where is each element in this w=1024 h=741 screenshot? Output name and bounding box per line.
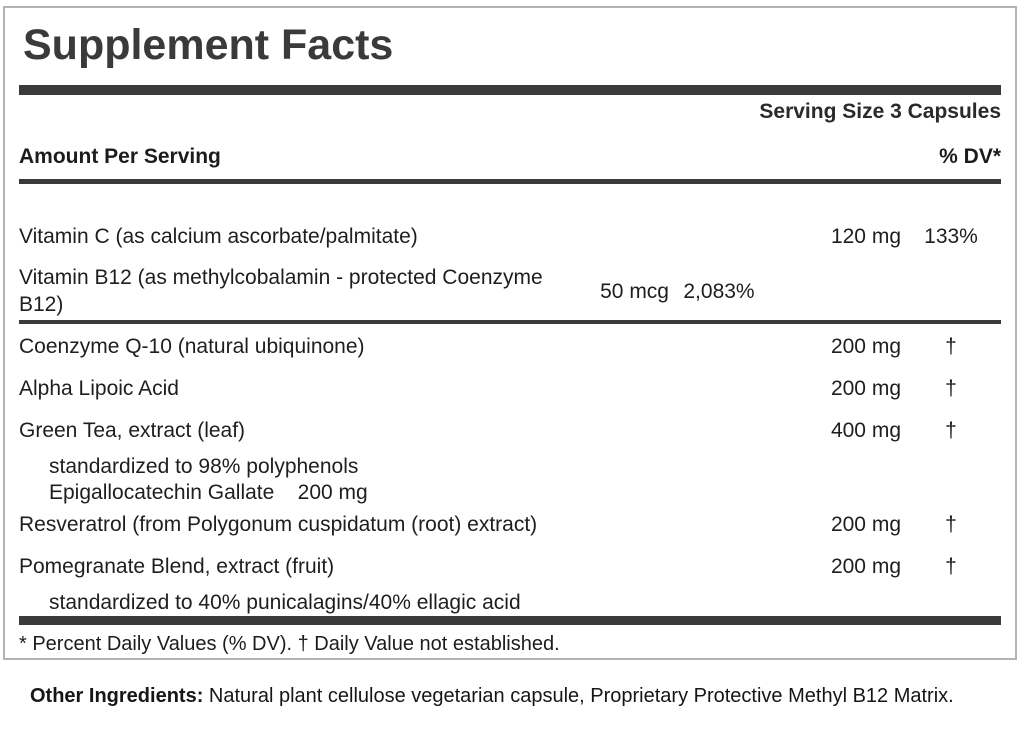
ingredient-dv: 2,083% [683, 279, 755, 303]
ingredient-amount: 200 mg [830, 335, 901, 358]
table-header-row [19, 144, 1001, 169]
table-row-resveratrol [19, 510, 1001, 540]
ingredient-subitem: standardized to 40% punicalagins/40% ellagic acid [49, 591, 521, 614]
other-ingredients-text: Natural plant cellulose vegetarian capsule, Proprietary Protective Methyl B12 Matrix. [208, 685, 954, 707]
table-row-pomegranate [19, 552, 1001, 582]
ingredient-name: Green Tea, extract (leaf) [19, 419, 246, 442]
ingredient-amount: 120 mg [830, 225, 901, 248]
ingredient-dv: † [945, 419, 957, 442]
ingredient-amount: 200 mg [830, 377, 901, 400]
amount-per-serving-header: Amount Per Serving [19, 145, 221, 168]
ingredient-dv: † [945, 555, 957, 578]
section-divider [19, 320, 1001, 324]
ingredient-name: Alpha Lipoic Acid [19, 377, 179, 400]
ingredient-dv: † [945, 377, 957, 400]
ingredient-name: Resveratrol (from Polygonum cuspidatum (root) extract) [19, 513, 538, 536]
panel-title: Supplement Facts [23, 21, 394, 69]
title-divider [19, 85, 1001, 95]
dv-footnote: * Percent Daily Values (% DV). † Daily Value not established. [19, 633, 560, 655]
ingredient-name: Vitamin B12 (as methylcobalamin - protected Coenzyme B12) [19, 266, 543, 316]
ingredient-dv: † [945, 513, 957, 536]
table-row-vitamin-b12 [19, 264, 1001, 318]
ingredient-name: Vitamin C (as calcium ascorbate/palmitate) [19, 225, 418, 248]
ingredient-amount: 400 mg [830, 419, 901, 442]
other-ingredients [30, 678, 990, 715]
ingredient-subitem: standardized to 98% polyphenols [49, 455, 359, 478]
dv-header: % DV* [939, 145, 1001, 168]
green-tea-subitems [19, 454, 1001, 506]
supplement-facts-panel [3, 6, 1017, 660]
ingredient-dv: † [945, 335, 957, 358]
serving-size: Serving Size 3 Capsules [759, 100, 1001, 123]
ingredient-amount: 200 mg [830, 555, 901, 578]
ingredient-dv: 133% [924, 225, 978, 248]
table-row-coenzyme-q10 [19, 332, 1001, 362]
other-ingredients-label: Other Ingredients: [30, 685, 204, 707]
table-row-green-tea [19, 416, 1001, 446]
table-row-vitamin-c [19, 222, 1001, 252]
ingredient-name: Pomegranate Blend, extract (fruit) [19, 555, 335, 578]
footer-divider [19, 616, 1001, 625]
table-row-alpha-lipoic-acid [19, 374, 1001, 404]
ingredient-amount: 50 mcg [600, 279, 669, 303]
ingredient-name: Coenzyme Q-10 (natural ubiquinone) [19, 335, 365, 358]
ingredient-amount: 200 mg [830, 513, 901, 536]
ingredient-subitem: Epigallocatechin Gallate 200 mg [49, 481, 368, 504]
ingredient-table [19, 184, 1001, 616]
